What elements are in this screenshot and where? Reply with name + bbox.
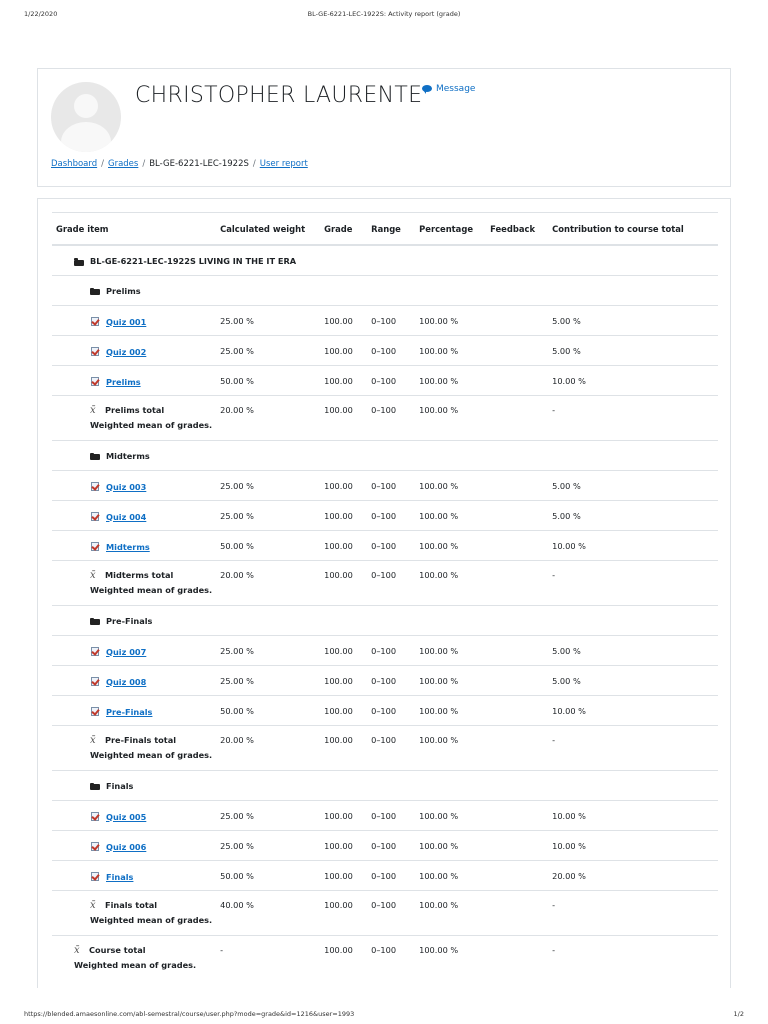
range-cell: 0–100 [367, 470, 415, 500]
range-cell: 0–100 [367, 305, 415, 335]
percentage-cell: 100.00 % [415, 695, 486, 725]
weight-cell: 50.00 % [216, 695, 320, 725]
contribution-cell: 10.00 % [548, 695, 718, 725]
column-header: Percentage [415, 213, 486, 246]
aggregation-icon: x̄ [74, 944, 80, 956]
breadcrumb-separator: / [101, 159, 104, 169]
breadcrumb-user-report[interactable]: User report [259, 159, 308, 169]
feedback-cell [486, 725, 548, 770]
contribution-cell: 10.00 % [548, 830, 718, 860]
weight-cell: 25.00 % [216, 335, 320, 365]
print-header [0, 10, 768, 22]
quiz-icon [90, 316, 101, 327]
category-total-row [52, 560, 718, 605]
grade-cell: 100.00 [320, 530, 367, 560]
grade-item-link[interactable]: Prelims [106, 376, 141, 387]
weight-cell: 25.00 % [216, 800, 320, 830]
contribution-cell: - [548, 560, 718, 605]
weight-cell: 20.00 % [216, 560, 320, 605]
percentage-cell: 100.00 % [415, 365, 486, 395]
weight-cell: 20.00 % [216, 395, 320, 440]
grade-cell: 100.00 [320, 800, 367, 830]
feedback-cell [486, 560, 548, 605]
grade-cell: 100.00 [320, 635, 367, 665]
print-title: BL-GE-6221-LEC-1922S: Activity report (grade) [307, 10, 461, 18]
aggregation-icon: x̄ [90, 569, 96, 581]
range-cell: 0–100 [367, 935, 415, 980]
total-name: Prelims total [105, 404, 165, 415]
feedback-cell [486, 305, 548, 335]
column-header: Range [367, 213, 415, 246]
quiz-icon [90, 871, 101, 882]
percentage-cell: 100.00 % [415, 530, 486, 560]
grade-item-row [52, 500, 718, 530]
category-name: Finals [106, 780, 134, 791]
percentage-cell: 100.00 % [415, 335, 486, 365]
contribution-cell: 10.00 % [548, 800, 718, 830]
contribution-cell: - [548, 725, 718, 770]
weight-cell: 25.00 % [216, 305, 320, 335]
range-cell: 0–100 [367, 665, 415, 695]
grade-item-row [52, 305, 718, 335]
folder-icon [90, 783, 100, 790]
column-header: Contribution to course total [548, 213, 718, 246]
print-date: 1/22/2020 [24, 10, 58, 18]
folder-icon [90, 453, 100, 460]
grade-item-link[interactable]: Quiz 002 [106, 346, 147, 357]
grade-item-link[interactable]: Quiz 006 [106, 841, 147, 852]
grade-item-row [52, 530, 718, 560]
percentage-cell: 100.00 % [415, 890, 486, 935]
feedback-cell [486, 695, 548, 725]
contribution-cell: 10.00 % [548, 530, 718, 560]
percentage-cell: 100.00 % [415, 860, 486, 890]
grade-cell: 100.00 [320, 365, 367, 395]
contribution-cell: 5.00 % [548, 635, 718, 665]
quiz-icon [90, 541, 101, 552]
weight-cell: 50.00 % [216, 530, 320, 560]
grade-item-row [52, 695, 718, 725]
quiz-icon [90, 841, 101, 852]
grade-item-row [52, 800, 718, 830]
quiz-icon [90, 676, 101, 687]
percentage-cell: 100.00 % [415, 470, 486, 500]
aggregation-method: Weighted mean of grades. [90, 749, 213, 760]
feedback-cell [486, 365, 548, 395]
weight-cell: 25.00 % [216, 470, 320, 500]
message-button[interactable] [422, 84, 475, 94]
grade-item-link[interactable]: Quiz 004 [106, 511, 147, 522]
user-report-card [37, 198, 731, 988]
grade-item-link[interactable]: Midterms [106, 541, 150, 552]
message-icon [422, 85, 432, 93]
grade-item-row [52, 635, 718, 665]
category-total-row [52, 935, 718, 980]
quiz-icon [90, 811, 101, 822]
column-header: Feedback [486, 213, 548, 246]
grade-item-link[interactable]: Quiz 005 [106, 811, 147, 822]
weight-cell: 25.00 % [216, 500, 320, 530]
category-name: BL-GE-6221-LEC-1922S LIVING IN THE IT ERA [90, 256, 297, 266]
grade-item-row [52, 365, 718, 395]
weight-cell: 25.00 % [216, 665, 320, 695]
contribution-cell: - [548, 890, 718, 935]
aggregation-icon: x̄ [90, 899, 96, 911]
quiz-icon [90, 646, 101, 657]
contribution-cell: - [548, 395, 718, 440]
table-header-row [52, 213, 718, 246]
range-cell: 0–100 [367, 500, 415, 530]
quiz-icon [90, 511, 101, 522]
percentage-cell: 100.00 % [415, 395, 486, 440]
aggregation-method: Weighted mean of grades. [90, 584, 213, 595]
range-cell: 0–100 [367, 695, 415, 725]
aggregation-method: Weighted mean of grades. [90, 419, 213, 430]
breadcrumb-separator: / [142, 159, 146, 169]
percentage-cell: 100.00 % [415, 665, 486, 695]
grade-item-link[interactable]: Pre-Finals [106, 706, 153, 717]
grade-item-link[interactable]: Quiz 003 [106, 481, 147, 492]
feedback-cell [486, 635, 548, 665]
category-total-row [52, 890, 718, 935]
column-header: Calculated weight [216, 213, 320, 246]
folder-icon [90, 288, 100, 295]
range-cell: 0–100 [367, 530, 415, 560]
grade-cell: 100.00 [320, 395, 367, 440]
breadcrumb-course: BL-GE-6221-LEC-1922S [149, 159, 249, 169]
weight-cell: - [216, 935, 320, 980]
grades-table [52, 212, 718, 980]
breadcrumb-dashboard[interactable]: Dashboard [51, 159, 98, 169]
quiz-icon [90, 376, 101, 387]
feedback-cell [486, 665, 548, 695]
range-cell: 0–100 [367, 395, 415, 440]
percentage-cell: 100.00 % [415, 830, 486, 860]
weight-cell: 40.00 % [216, 890, 320, 935]
range-cell: 0–100 [367, 860, 415, 890]
quiz-icon [90, 346, 101, 357]
feedback-cell [486, 500, 548, 530]
range-cell: 0–100 [367, 830, 415, 860]
range-cell: 0–100 [367, 800, 415, 830]
profile-header [37, 68, 731, 187]
breadcrumb [51, 159, 308, 169]
range-cell: 0–100 [367, 335, 415, 365]
category-total-row [52, 725, 718, 770]
feedback-cell [486, 800, 548, 830]
category-name: Pre-Finals [106, 615, 153, 626]
quiz-icon [90, 706, 101, 717]
percentage-cell: 100.00 % [415, 500, 486, 530]
grade-item-row [52, 665, 718, 695]
range-cell: 0–100 [367, 560, 415, 605]
category-total-row [52, 395, 718, 440]
page-number: 1/2 [733, 1010, 744, 1018]
grade-item-row [52, 860, 718, 890]
total-name: Pre-Finals total [105, 734, 177, 745]
grade-cell: 100.00 [320, 665, 367, 695]
feedback-cell [486, 935, 548, 980]
breadcrumb-separator: / [252, 159, 256, 169]
aggregation-method: Weighted mean of grades. [90, 914, 213, 925]
weight-cell: 25.00 % [216, 830, 320, 860]
folder-icon [90, 618, 100, 625]
range-cell: 0–100 [367, 890, 415, 935]
contribution-cell: 10.00 % [548, 365, 718, 395]
grade-cell: 100.00 [320, 305, 367, 335]
grade-item-link[interactable]: Quiz 008 [106, 676, 147, 687]
feedback-cell [486, 470, 548, 500]
aggregation-method: Weighted mean of grades. [74, 959, 197, 970]
quiz-icon [90, 481, 101, 492]
print-url: https://blended.amaesonline.com/abl-semestral/course/user.php?mode=grade&id=1216&user=1993 [24, 1010, 355, 1018]
message-label: Message [436, 84, 476, 94]
category-name: Prelims [106, 285, 141, 296]
contribution-cell: 5.00 % [548, 335, 718, 365]
contribution-cell: 5.00 % [548, 500, 718, 530]
feedback-cell [486, 890, 548, 935]
grade-cell: 100.00 [320, 470, 367, 500]
percentage-cell: 100.00 % [415, 305, 486, 335]
percentage-cell: 100.00 % [415, 725, 486, 770]
weight-cell: 20.00 % [216, 725, 320, 770]
total-name: Course total [89, 944, 146, 955]
grade-item-row [52, 470, 718, 500]
grade-cell: 100.00 [320, 560, 367, 605]
range-cell: 0–100 [367, 635, 415, 665]
weight-cell: 50.00 % [216, 365, 320, 395]
feedback-cell [486, 830, 548, 860]
aggregation-icon: x̄ [90, 734, 96, 746]
column-header: Grade item [52, 213, 216, 246]
grade-cell: 100.00 [320, 500, 367, 530]
contribution-cell: - [548, 935, 718, 980]
range-cell: 0–100 [367, 725, 415, 770]
percentage-cell: 100.00 % [415, 800, 486, 830]
grade-cell: 100.00 [320, 695, 367, 725]
contribution-cell: 5.00 % [548, 665, 718, 695]
category-name: Midterms [106, 450, 150, 461]
feedback-cell [486, 860, 548, 890]
grade-cell: 100.00 [320, 935, 367, 980]
category-row [52, 605, 718, 635]
grade-cell: 100.00 [320, 830, 367, 860]
percentage-cell: 100.00 % [415, 935, 486, 980]
contribution-cell: 20.00 % [548, 860, 718, 890]
feedback-cell [486, 395, 548, 440]
grade-item-link[interactable]: Finals [106, 871, 134, 882]
grade-item-link[interactable]: Quiz 001 [106, 316, 147, 327]
category-row [52, 275, 718, 305]
total-name: Finals total [105, 899, 158, 910]
total-name: Midterms total [105, 569, 174, 580]
category-row [52, 440, 718, 470]
category-row [52, 770, 718, 800]
weight-cell: 50.00 % [216, 860, 320, 890]
breadcrumb-grades[interactable]: Grades [108, 159, 139, 169]
folder-icon [74, 258, 84, 265]
feedback-cell [486, 530, 548, 560]
grade-cell: 100.00 [320, 860, 367, 890]
percentage-cell: 100.00 % [415, 560, 486, 605]
feedback-cell [486, 335, 548, 365]
user-name[interactable]: CHRISTOPHER LAURENTE [135, 83, 423, 108]
grade-cell: 100.00 [320, 335, 367, 365]
grade-item-row [52, 830, 718, 860]
aggregation-icon: x̄ [90, 404, 96, 416]
weight-cell: 25.00 % [216, 635, 320, 665]
grade-item-row [52, 335, 718, 365]
avatar[interactable] [51, 82, 121, 152]
range-cell: 0–100 [367, 365, 415, 395]
grade-cell: 100.00 [320, 725, 367, 770]
column-header: Grade [320, 213, 367, 246]
grade-item-link[interactable]: Quiz 007 [106, 646, 147, 657]
category-row [52, 245, 718, 275]
percentage-cell: 100.00 % [415, 635, 486, 665]
contribution-cell: 5.00 % [548, 305, 718, 335]
grade-cell: 100.00 [320, 890, 367, 935]
contribution-cell: 5.00 % [548, 470, 718, 500]
